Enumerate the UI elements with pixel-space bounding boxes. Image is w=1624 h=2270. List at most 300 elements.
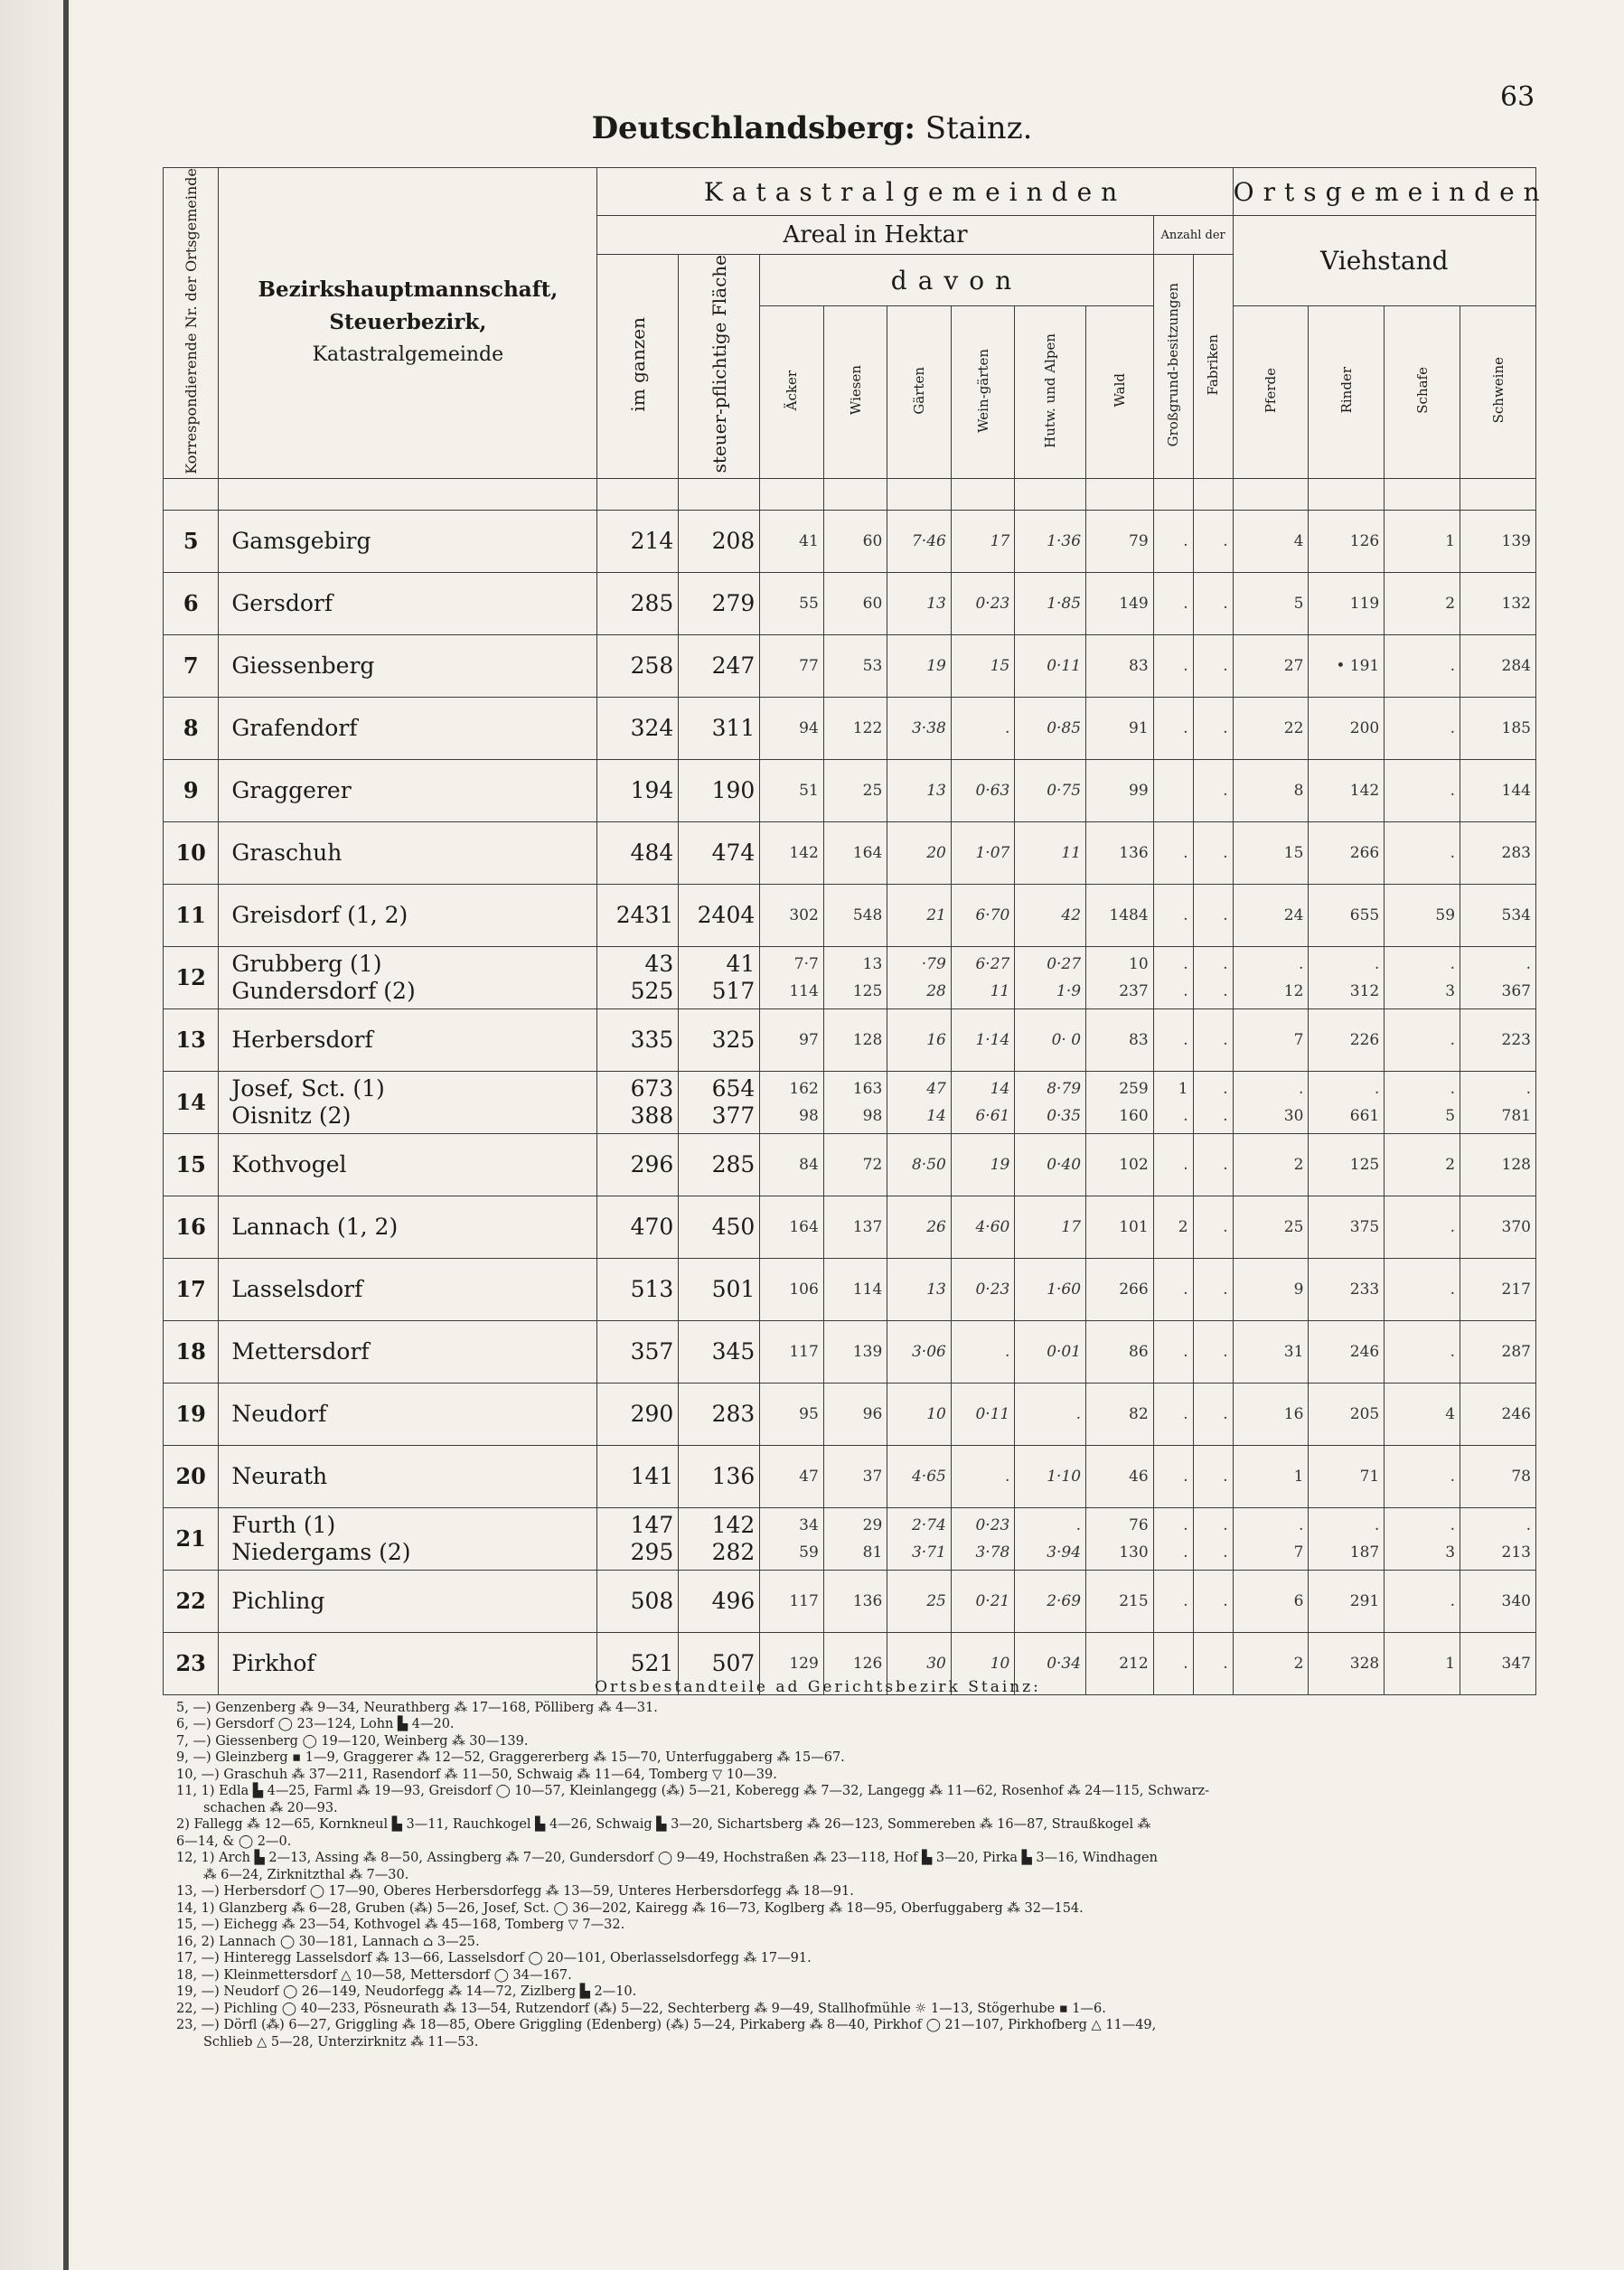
cell-schafe-value: . [1450, 1467, 1456, 1486]
cell-rinder [1309, 1133, 1385, 1196]
cell-schweine [1460, 1071, 1536, 1133]
cell-im-ganzen-value: 513 [630, 1275, 674, 1302]
row-name [219, 1570, 597, 1632]
cell-rinder [1309, 1258, 1385, 1320]
cell-fabriken [1193, 572, 1233, 634]
cell-weingaerten [951, 884, 1015, 946]
cell-steuerpflichtig-value: 507 [711, 1649, 756, 1676]
note-line: 11, 1) Edla ▙ 4—25, Farml ⁂ 19—93, Greisdorf ◯ 10—57, Kleinlangegg (⁂) 5—21, Koberegg ⁂ 7—32, Langegg ⁂ 11—62, Rosenhof ⁂ 24—115, Schwarz- [176, 1784, 1210, 1798]
cell-aecker [760, 759, 824, 821]
cell-wald-value: 1484 [1109, 905, 1149, 924]
cell-weingaerten [951, 1071, 1015, 1133]
cell-gaerten-value: 4·65 [911, 1467, 946, 1486]
cell-rinder-value: 119 [1349, 594, 1380, 613]
row-name [219, 1445, 597, 1507]
note-line: 15, —) Eichegg ⁂ 23—54, Kothvogel ⁂ 45—168, Tomberg ▽ 7—32. [176, 1918, 625, 1932]
row-name [219, 1258, 597, 1320]
cell-gaerten-value: 20 [926, 843, 946, 862]
cell-schafe-value: . [1450, 1591, 1456, 1610]
row-name [219, 759, 597, 821]
table-row [164, 1258, 1536, 1320]
cell-weingaerten [951, 1133, 1015, 1196]
col-header-gaerten: Gärten [887, 306, 952, 479]
note-line: 22, —) Pichling ◯ 40—233, Pösneurath ⁂ 13—54, Rutzendorf (⁂) 5—22, Sechterberg ⁂ 9—49, Stallhofmühle ☼ 1—13, Stögerhube ▪ 1—6. [176, 2001, 1106, 2016]
cell-aecker-value: 98 [799, 1106, 819, 1125]
cell-schafe-value: 3 [1445, 981, 1456, 1000]
cell-hutweiden [1015, 821, 1086, 884]
cell-grossgrund-value: . [1183, 1654, 1188, 1673]
cell-schweine-value: 370 [1501, 1217, 1531, 1236]
header-spacer-row [164, 478, 1536, 510]
cell-wiesen [823, 697, 887, 759]
row-name-value: Kothvogel [231, 1150, 347, 1177]
cell-wald-value: 212 [1119, 1654, 1149, 1673]
cell-steuerpflichtig [679, 884, 760, 946]
table-row [164, 946, 1536, 1008]
cell-fabriken-value: . [1223, 1404, 1228, 1423]
table-row [164, 1507, 1536, 1570]
cell-aecker-value: 106 [789, 1280, 819, 1299]
cell-hutweiden-value: 0·11 [1047, 656, 1082, 675]
cell-grossgrund-value: . [1183, 1543, 1188, 1562]
cell-wald [1086, 634, 1154, 697]
cell-gaerten [887, 1008, 952, 1071]
col-header-name [219, 168, 597, 479]
cell-schweine [1460, 1133, 1536, 1196]
cell-wiesen [823, 884, 887, 946]
cell-im-ganzen-value: 258 [630, 652, 674, 679]
cell-wald-value: 10 [1129, 954, 1149, 973]
row-number [164, 946, 219, 1008]
cell-hutweiden [1015, 697, 1086, 759]
cell-hutweiden-value: 8·79 [1047, 1079, 1082, 1098]
cell-pferde [1233, 1008, 1309, 1071]
cell-wald-value: 91 [1129, 718, 1149, 737]
cell-weingaerten-value: 4·60 [975, 1217, 1010, 1236]
cell-wiesen-value: 164 [852, 843, 883, 862]
cell-schweine-value: 139 [1501, 531, 1531, 550]
cell-wiesen-value: 25 [862, 781, 883, 800]
cell-rinder [1309, 946, 1385, 1008]
ortsbestandteile-notes [176, 1679, 1550, 2050]
cell-aecker-value: 95 [799, 1404, 819, 1423]
row-name-value: Herbersdorf [231, 1026, 373, 1053]
cell-wiesen [823, 1008, 887, 1071]
cell-im-ganzen [597, 1445, 679, 1507]
page-number: 63 [1500, 81, 1535, 113]
cell-grossgrund [1153, 1445, 1193, 1507]
note-line: 12, 1) Arch ▙ 2—13, Assing ⁂ 8—50, Assingberg ⁂ 7—20, Gundersdorf ◯ 9—49, Hochstraßen ⁂ 23—118, Hof ▙ 3—20, Pirka ▙ 3—16, Windhagen [176, 1851, 1158, 1865]
cell-hutweiden [1015, 884, 1086, 946]
cell-grossgrund [1153, 1008, 1193, 1071]
cell-aecker [760, 634, 824, 697]
cell-gaerten-value: 3·71 [911, 1543, 946, 1562]
cell-aecker [760, 1507, 824, 1570]
cell-im-ganzen-value: 2431 [615, 901, 674, 928]
cell-schweine [1460, 1258, 1536, 1320]
cell-grossgrund-value: . [1183, 1515, 1188, 1534]
header-katastralgemeinde: Katastralgemeinde [312, 343, 504, 367]
table-row [164, 1383, 1536, 1445]
row-name-value: Neudorf [231, 1400, 327, 1427]
row-number-value: 20 [175, 1463, 206, 1490]
cell-steuerpflichtig-value: 496 [711, 1587, 756, 1614]
cell-grossgrund-value: . [1183, 718, 1188, 737]
cell-gaerten [887, 1071, 952, 1133]
header-bezirk: Bezirkshauptmannschaft, [258, 277, 559, 303]
cell-fabriken [1193, 510, 1233, 572]
cell-grossgrund [1153, 1383, 1193, 1445]
cell-schweine [1460, 510, 1536, 572]
col-header-fabriken: Fabriken [1193, 255, 1233, 479]
cell-im-ganzen-value: 484 [630, 839, 674, 866]
row-name [219, 1320, 597, 1383]
cell-schweine-value: 213 [1501, 1543, 1531, 1562]
row-name-value: Lannach (1, 2) [231, 1213, 399, 1240]
cell-rinder [1309, 759, 1385, 821]
cell-im-ganzen-value: 147 [630, 1511, 674, 1538]
cell-rinder [1309, 1383, 1385, 1445]
cell-weingaerten-value: 17 [990, 531, 1010, 550]
cell-im-ganzen [597, 946, 679, 1008]
cell-gaerten [887, 1570, 952, 1632]
cell-wiesen-value: 114 [852, 1280, 883, 1299]
note-line: 13, —) Herbersdorf ◯ 17—90, Oberes Herbersdorfegg ⁂ 13—59, Unteres Herbersdorfegg ⁂ 18—91. [176, 1884, 854, 1899]
row-name-value: Graggerer [231, 776, 352, 803]
cell-pferde-value: 4 [1293, 531, 1304, 550]
cell-wiesen-value: 122 [852, 718, 883, 737]
cell-fabriken-value: . [1223, 1591, 1228, 1610]
cell-schafe-value: 1 [1445, 1654, 1456, 1673]
cell-weingaerten [951, 1008, 1015, 1071]
cell-gaerten-value: 19 [926, 656, 946, 675]
cell-weingaerten [951, 1445, 1015, 1507]
cell-gaerten [887, 946, 952, 1008]
row-name [219, 1507, 597, 1570]
cell-grossgrund [1153, 634, 1193, 697]
cell-grossgrund-value: . [1183, 1030, 1188, 1049]
cell-aecker [760, 1196, 824, 1258]
cell-gaerten-value: 28 [926, 981, 946, 1000]
cell-steuerpflichtig-value: 279 [711, 589, 756, 616]
cell-schafe-value: 3 [1445, 1543, 1456, 1562]
row-name [219, 510, 597, 572]
cell-gaerten [887, 1320, 952, 1383]
row-number-value: 9 [183, 777, 199, 804]
cell-hutweiden-value: 1·85 [1047, 594, 1082, 613]
cell-steuerpflichtig [679, 1383, 760, 1445]
table-row [164, 1008, 1536, 1071]
cell-wiesen-value: 13 [862, 954, 883, 973]
cell-wiesen-value: 126 [852, 1654, 883, 1673]
cell-fabriken-value: . [1223, 905, 1228, 924]
cell-hutweiden [1015, 634, 1086, 697]
row-number-value: 23 [175, 1650, 206, 1677]
cell-rinder-value: 205 [1349, 1404, 1380, 1423]
cell-im-ganzen-value: 335 [630, 1026, 674, 1053]
cell-gaerten-value: 47 [926, 1079, 946, 1098]
cell-steuerpflichtig [679, 1445, 760, 1507]
cell-weingaerten [951, 634, 1015, 697]
cell-schafe [1385, 1445, 1460, 1507]
cell-hutweiden-value: 17 [1061, 1217, 1082, 1236]
cell-wald-value: 86 [1129, 1342, 1149, 1361]
cell-hutweiden [1015, 1445, 1086, 1507]
cell-schweine-value: 217 [1501, 1280, 1531, 1299]
cell-im-ganzen [597, 821, 679, 884]
cell-wald-value: 76 [1129, 1515, 1149, 1534]
header-steuerbezirk: Steuerbezirk, [329, 310, 487, 335]
cell-gaerten-value: 13 [926, 1280, 946, 1299]
row-number [164, 510, 219, 572]
cell-weingaerten-value: 0·63 [975, 781, 1010, 800]
cell-steuerpflichtig-value: 247 [711, 652, 756, 679]
cell-rinder [1309, 1570, 1385, 1632]
cell-rinder-value: 655 [1349, 905, 1380, 924]
cell-wald [1086, 759, 1154, 821]
cell-schafe-value: 1 [1445, 531, 1456, 550]
cell-steuerpflichtig [679, 1196, 760, 1258]
cell-grossgrund-value: . [1183, 656, 1188, 675]
row-name [219, 1383, 597, 1445]
cell-grossgrund-value: . [1183, 1342, 1188, 1361]
cell-grossgrund-value: . [1183, 1280, 1188, 1299]
cell-schafe-value: 4 [1445, 1404, 1456, 1423]
cell-wiesen-value: 163 [852, 1079, 883, 1098]
cell-hutweiden [1015, 946, 1086, 1008]
cell-wald-value: 237 [1119, 981, 1149, 1000]
cell-gaerten-value: 13 [926, 594, 946, 613]
cell-wiesen [823, 1196, 887, 1258]
cell-im-ganzen-value: 525 [630, 977, 674, 1004]
row-number-value: 11 [175, 902, 206, 929]
cell-gaerten [887, 1383, 952, 1445]
cell-im-ganzen-value: 388 [630, 1102, 674, 1129]
cell-gaerten-value: 16 [926, 1030, 946, 1049]
row-number-value: 12 [175, 964, 206, 991]
cell-rinder-value: • 191 [1336, 656, 1380, 675]
cell-aecker [760, 1320, 824, 1383]
cell-pferde [1233, 1196, 1309, 1258]
cell-wiesen-value: 548 [852, 905, 883, 924]
cell-wald [1086, 1445, 1154, 1507]
row-number-value: 10 [175, 840, 206, 867]
cell-wiesen-value: 29 [862, 1515, 883, 1534]
row-number [164, 1258, 219, 1320]
cell-steuerpflichtig [679, 1071, 760, 1133]
cell-fabriken [1193, 1008, 1233, 1071]
cell-wiesen [823, 634, 887, 697]
cell-weingaerten-value: 1·07 [975, 843, 1010, 862]
cell-wiesen [823, 1570, 887, 1632]
cell-aecker [760, 884, 824, 946]
row-number [164, 1008, 219, 1071]
col-header-korr-nr: Korrespondierende Nr. der Ortsgemeinde [164, 168, 219, 479]
cell-im-ganzen-value: 43 [644, 950, 674, 977]
cell-pferde-value: 31 [1283, 1342, 1304, 1361]
cell-im-ganzen-value: 521 [630, 1649, 674, 1676]
cell-im-ganzen-value: 357 [630, 1337, 674, 1365]
cell-aecker [760, 946, 824, 1008]
cell-schweine-value: 128 [1501, 1155, 1531, 1174]
cell-aecker-value: 114 [789, 981, 819, 1000]
table-row [164, 634, 1536, 697]
cell-schafe [1385, 1196, 1460, 1258]
cell-pferde [1233, 946, 1309, 1008]
cell-rinder-value: 328 [1349, 1654, 1380, 1673]
cell-steuerpflichtig [679, 572, 760, 634]
cell-weingaerten-value: . [1004, 718, 1010, 737]
cell-steuerpflichtig-value: 311 [711, 714, 756, 741]
cell-schafe-value: 2 [1445, 1155, 1456, 1174]
row-name-value: Gamsgebirg [231, 527, 371, 554]
cell-weingaerten-value: 0·11 [975, 1404, 1010, 1423]
cell-wald [1086, 1133, 1154, 1196]
cell-steuerpflichtig-value: 208 [711, 527, 756, 554]
cell-weingaerten [951, 1507, 1015, 1570]
cell-pferde-value: 7 [1293, 1543, 1304, 1562]
cell-weingaerten [951, 572, 1015, 634]
cell-wiesen [823, 821, 887, 884]
row-number-value: 6 [183, 590, 199, 617]
binding-edge [63, 0, 69, 2270]
cell-gaerten [887, 821, 952, 884]
cell-schafe-value: . [1450, 718, 1456, 737]
cell-fabriken [1193, 1071, 1233, 1133]
note-line: Schlieb △ 5—28, Unterzirknitz ⁂ 11—53. [203, 2034, 479, 2050]
note-line: ⁂ 6—24, Zirknitzthal ⁂ 7—30. [203, 1867, 409, 1882]
cell-grossgrund-value: . [1183, 1106, 1188, 1125]
cell-fabriken-value: . [1223, 981, 1228, 1000]
cell-rinder [1309, 572, 1385, 634]
cell-rinder-value: 125 [1349, 1155, 1380, 1174]
cell-aecker [760, 1383, 824, 1445]
cell-wald [1086, 1507, 1154, 1570]
cell-schweine [1460, 572, 1536, 634]
cell-weingaerten-value: 19 [990, 1155, 1010, 1174]
cell-fabriken-value: . [1223, 781, 1228, 800]
cell-weingaerten-value: 3·78 [975, 1543, 1010, 1562]
cell-im-ganzen [597, 884, 679, 946]
cell-pferde-value: 6 [1293, 1591, 1304, 1610]
cell-im-ganzen-value: 141 [630, 1462, 674, 1489]
row-number [164, 634, 219, 697]
row-name-value: Oisnitz (2) [231, 1102, 352, 1129]
row-name [219, 946, 597, 1008]
cell-grossgrund [1153, 1133, 1193, 1196]
row-name-value: Gersdorf [231, 589, 333, 616]
cell-aecker-value: 77 [799, 656, 819, 675]
cell-schweine-value: 287 [1501, 1342, 1531, 1361]
col-header-schweine: Schweine [1460, 306, 1536, 479]
cell-hutweiden-value: 1·9 [1056, 981, 1082, 1000]
table-row [164, 1320, 1536, 1383]
cell-schweine [1460, 634, 1536, 697]
cell-steuerpflichtig [679, 1570, 760, 1632]
cell-fabriken-value: . [1223, 1030, 1228, 1049]
row-number-value: 19 [175, 1401, 206, 1428]
cell-fabriken [1193, 1383, 1233, 1445]
row-number-value: 21 [175, 1525, 206, 1552]
cell-schafe-value: 59 [1435, 905, 1456, 924]
cell-pferde [1233, 821, 1309, 884]
cell-steuerpflichtig-value: 2404 [697, 901, 756, 928]
col-header-im-ganzen: im ganzen [597, 255, 679, 479]
cell-fabriken-value: . [1223, 656, 1228, 675]
cell-wiesen [823, 1383, 887, 1445]
row-number-value: 14 [175, 1089, 206, 1116]
cell-aecker-value: 164 [789, 1217, 819, 1236]
cell-wald [1086, 946, 1154, 1008]
cell-pferde [1233, 1507, 1309, 1570]
cell-steuerpflichtig [679, 697, 760, 759]
cell-wiesen-value: 81 [862, 1543, 883, 1562]
cell-schafe-value: . [1450, 1217, 1456, 1236]
cell-steuerpflichtig-value: 450 [711, 1213, 756, 1240]
cell-weingaerten-value: 6·61 [975, 1106, 1010, 1125]
cell-pferde-value: 27 [1283, 656, 1304, 675]
header-katastralgemeinden: Katastralgemeinden [597, 168, 1233, 216]
cell-pferde [1233, 510, 1309, 572]
cell-schweine [1460, 1507, 1536, 1570]
table-row [164, 1071, 1536, 1133]
note-line: 2) Fallegg ⁂ 12—65, Kornkneul ▙ 3—11, Rauchkogel ▙ 4—26, Schwaig ▙ 3—20, Sichartsberg ⁂ 26—123, Sommereben ⁂ 16—87, Straußkogel ⁂ [176, 1817, 1151, 1832]
cell-aecker-value: 55 [799, 594, 819, 613]
row-number-value: 22 [175, 1588, 206, 1615]
cell-rinder [1309, 884, 1385, 946]
cell-im-ganzen [597, 634, 679, 697]
note-line: 6—14, & ◯ 2—0. [176, 1834, 292, 1849]
cell-pferde [1233, 1133, 1309, 1196]
cell-im-ganzen-value: 324 [630, 714, 674, 741]
cell-pferde-value: 25 [1283, 1217, 1304, 1236]
row-number-value: 17 [175, 1276, 206, 1303]
row-name-value: Lasselsdorf [231, 1275, 363, 1302]
note-line: 5, —) Genzenberg ⁂ 9—34, Neurathberg ⁂ 17—168, Pölliberg ⁂ 4—31. [176, 1700, 658, 1715]
cell-wiesen [823, 946, 887, 1008]
row-number [164, 1071, 219, 1133]
cell-fabriken-value: . [1223, 1079, 1228, 1098]
cell-pferde-value: 15 [1283, 843, 1304, 862]
cell-schafe [1385, 634, 1460, 697]
cell-fabriken-value: . [1223, 531, 1228, 550]
cell-weingaerten [951, 510, 1015, 572]
cell-steuerpflichtig-value: 654 [711, 1074, 756, 1102]
cell-steuerpflichtig [679, 759, 760, 821]
cell-fabriken-value: . [1223, 1342, 1228, 1361]
cell-weingaerten-value: 11 [990, 981, 1010, 1000]
col-header-wiesen: Wiesen [823, 306, 887, 479]
cell-schweine [1460, 1445, 1536, 1507]
cell-wiesen [823, 1320, 887, 1383]
cell-hutweiden-value: 1·60 [1047, 1280, 1082, 1299]
cell-rinder-value: 266 [1349, 843, 1380, 862]
cell-aecker-value: 34 [799, 1515, 819, 1534]
cell-pferde [1233, 572, 1309, 634]
cell-im-ganzen [597, 1570, 679, 1632]
cell-wiesen-value: 60 [862, 594, 883, 613]
cell-schafe [1385, 1071, 1460, 1133]
cell-steuerpflichtig-value: 474 [711, 839, 756, 866]
cell-schafe-value: 5 [1445, 1106, 1456, 1125]
cell-steuerpflichtig-value: 283 [711, 1400, 756, 1427]
cell-schweine [1460, 1570, 1536, 1632]
cell-wald-value: 102 [1119, 1155, 1149, 1174]
cell-pferde [1233, 1258, 1309, 1320]
cell-weingaerten-value: 0·23 [975, 594, 1010, 613]
cell-pferde-value: 8 [1293, 781, 1304, 800]
cell-schweine [1460, 1008, 1536, 1071]
